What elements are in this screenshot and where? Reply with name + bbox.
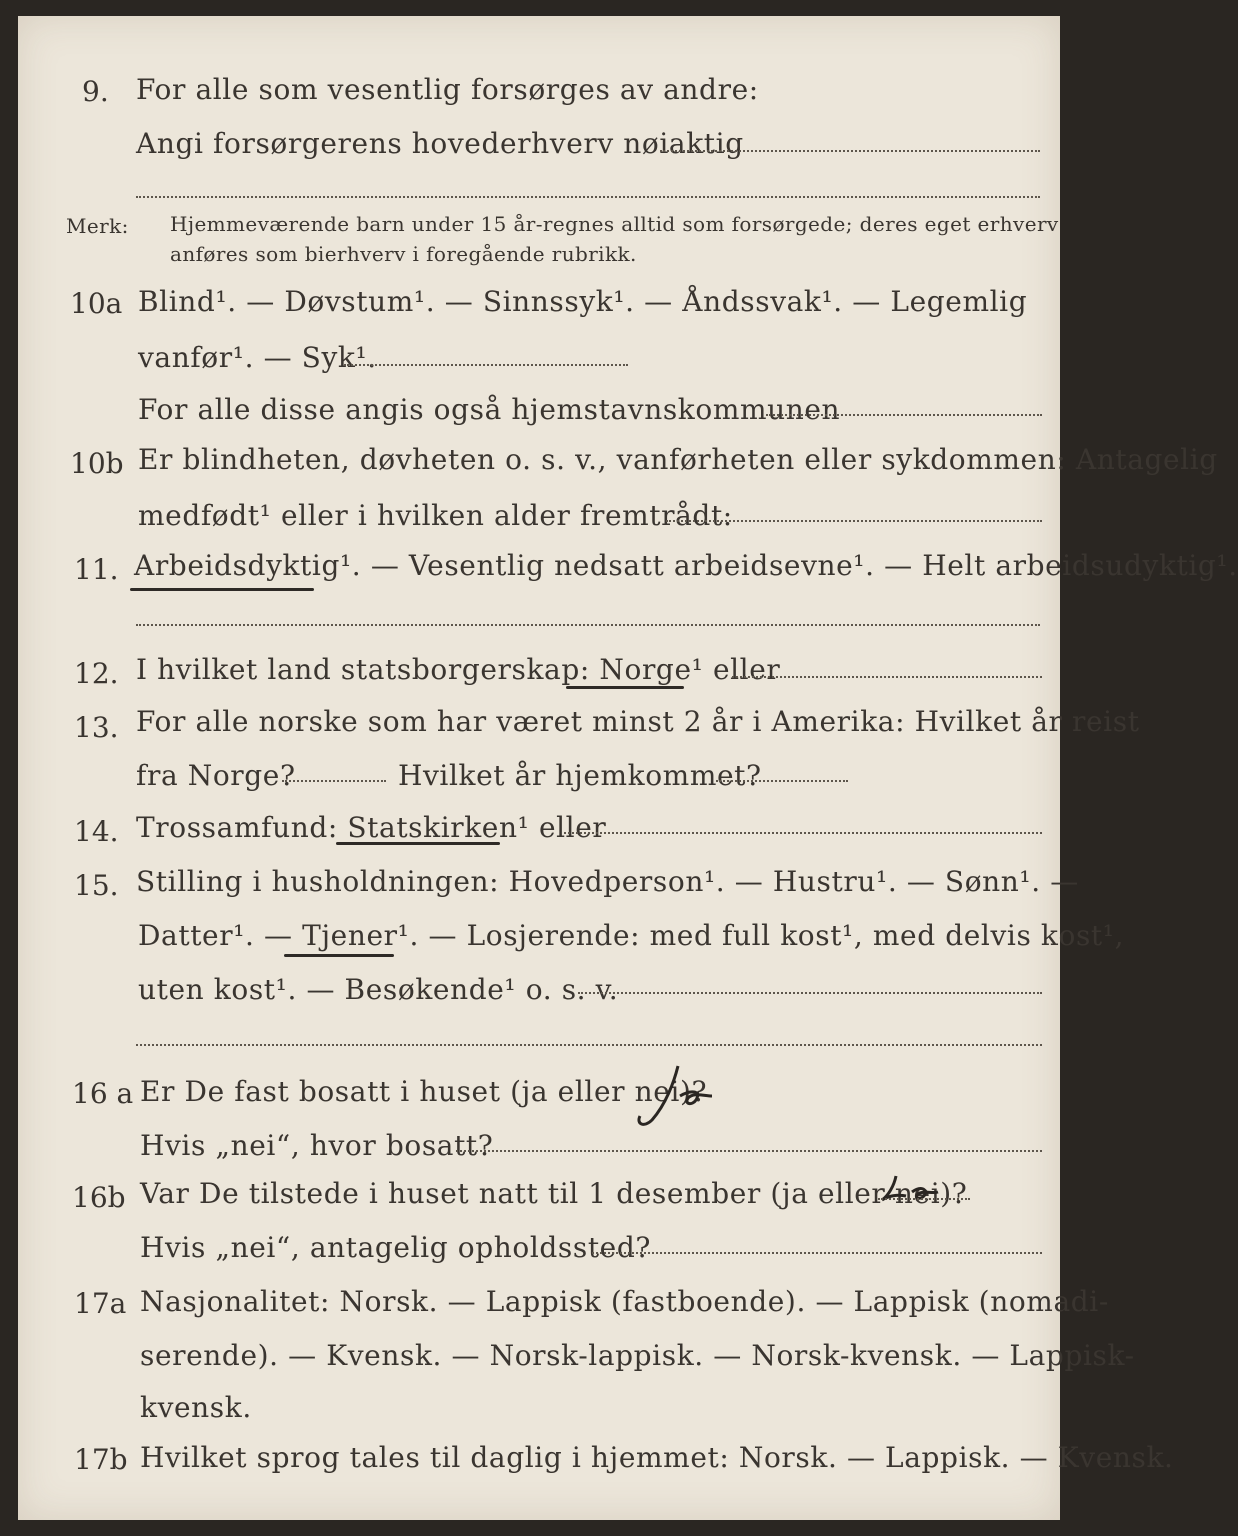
q14-text-line1: Trossamfund: Statskirken¹ eller <box>136 811 607 844</box>
q13-number: 13. <box>74 711 119 744</box>
q14-number: 14. <box>74 815 119 848</box>
q17a-number: 17a <box>74 1287 127 1320</box>
merk-label: Merk: <box>66 214 129 238</box>
q12-number: 12. <box>74 657 119 690</box>
q15-answer-line2[interactable] <box>136 1044 1042 1046</box>
q17a-text-line3: kvensk. <box>140 1391 252 1424</box>
q13-hjemkommet-line[interactable] <box>716 780 848 782</box>
q16a-number: 16 a <box>72 1077 134 1110</box>
q17b-number: 17b <box>74 1443 128 1476</box>
q16b-opholdssted-line[interactable] <box>592 1252 1042 1254</box>
q16a-bosatt-line[interactable] <box>456 1150 1042 1152</box>
q16b-number: 16b <box>72 1181 126 1214</box>
q15-number: 15. <box>74 869 119 902</box>
q16b-answer-line[interactable] <box>878 1198 970 1200</box>
q12-norge-underline <box>566 686 684 689</box>
q13-reist-line[interactable] <box>282 780 386 782</box>
q16b-handwritten-answer <box>878 1172 958 1208</box>
q15-answer-line[interactable] <box>578 992 1042 994</box>
q9-answer-line[interactable] <box>660 150 1040 152</box>
q10b-text-line1: Er blindheten, døvheten o. s. v., vanførheten eller sykdommen: Antagelig <box>138 443 1218 476</box>
q10b-text-line2: medfødt¹ eller i hvilken alder fremtrådt: <box>138 499 733 532</box>
q10a-number: 10a <box>70 287 123 320</box>
q16a-handwritten-answer <box>630 1060 720 1130</box>
q9-text-line2: Angi forsørgerens hovederhverv nøiaktig <box>136 127 744 160</box>
q16a-text-line1: Er De fast bosatt i huset (ja eller nei)? <box>140 1075 708 1108</box>
q17a-text-line2: serende). — Kvensk. — Norsk-lappisk. — Norsk-kvensk. — Lappisk- <box>140 1339 1135 1372</box>
q11-arbeidsdyktig-underline <box>130 588 314 591</box>
q13-text-line2a: fra Norge? <box>136 759 296 792</box>
q10a-text-line2: vanfør¹. — Syk¹. <box>138 341 377 374</box>
q17a-text-line1: Nasjonalitet: Norsk. — Lappisk (fastboende). — Lappisk (nomadi- <box>140 1285 1109 1318</box>
q10a-text-line3: For alle disse angis også hjemstavnskommunen <box>138 393 841 426</box>
q16b-text-line2: Hvis „nei“, antagelig opholdssted? <box>140 1231 651 1264</box>
q9-text-line1: For alle som vesentlig forsørges av andre: <box>136 73 759 106</box>
q12-text-line1: I hvilket land statsborgerskap: Norge¹ eller <box>136 653 781 686</box>
q13-text-line1: For alle norske som har været minst 2 år i Amerika: Hvilket år reist <box>136 705 1140 738</box>
q11-answer-line[interactable] <box>136 624 1040 626</box>
q11-number: 11. <box>74 553 119 586</box>
q15-text-line2: Datter¹. — Tjener¹. — Losjerende: med full kost¹, med delvis kost¹, <box>138 919 1125 952</box>
q16a-text-line2: Hvis „nei“, hvor bosatt? <box>140 1129 494 1162</box>
q10a-answer-line[interactable] <box>344 364 628 366</box>
q15-text-line1: Stilling i husholdningen: Hovedperson¹. — Hustru¹. — Sønn¹. — <box>136 865 1079 898</box>
q13-text-line2b: Hvilket år hjemkommet? <box>398 759 762 792</box>
q9-number: 9. <box>82 75 109 108</box>
q14-statskirken-underline <box>336 842 500 845</box>
q10a-hjemstavn-line[interactable] <box>766 414 1042 416</box>
merk-text-line1: Hjemmeværende barn under 15 år-regnes alltid som forsørgede; deres eget erhverv <box>170 212 1059 236</box>
q10b-answer-line[interactable] <box>666 520 1042 522</box>
q15-tjener-underline <box>284 954 394 957</box>
q12-answer-line[interactable] <box>732 676 1042 678</box>
q17b-text-line1: Hvilket sprog tales til daglig i hjemmet: Norsk. — Lappisk. — Kvensk. <box>140 1441 1174 1474</box>
q14-answer-line[interactable] <box>564 832 1042 834</box>
q16b-text-line1: Var De tilstede i huset natt til 1 desember (ja eller nei)? <box>140 1177 968 1210</box>
q15-text-line3: uten kost¹. — Besøkende¹ o. s. v. <box>138 973 619 1006</box>
q11-text-line1: Arbeidsdyktig¹. — Vesentlig nedsatt arbeidsevne¹. — Helt arbeidsudyktig¹. <box>134 549 1238 582</box>
q10a-text-line1: Blind¹. — Døvstum¹. — Sinnssyk¹. — Åndssvak¹. — Legemlig <box>138 285 1028 318</box>
merk-text-line2: anføres som bierhverv i foregående rubrikk. <box>170 242 637 266</box>
q10b-number: 10b <box>70 447 124 480</box>
q9-answer-line2[interactable] <box>136 196 1040 198</box>
